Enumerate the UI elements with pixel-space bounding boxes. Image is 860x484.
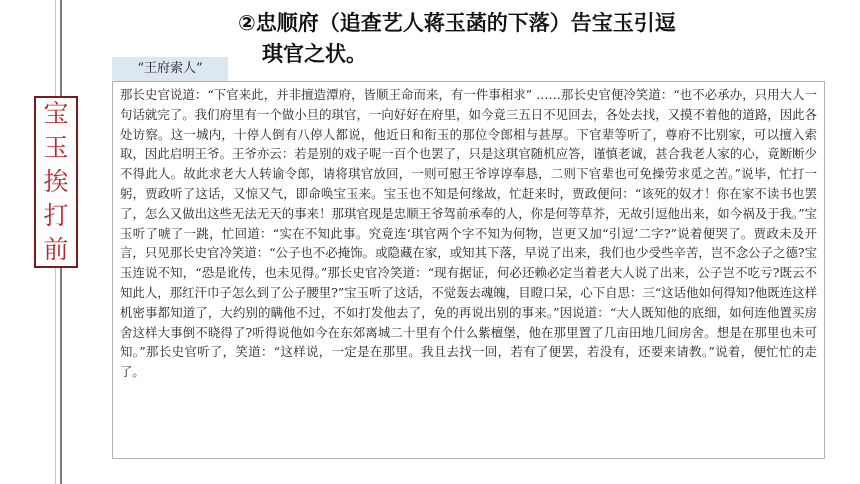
passage-box xyxy=(112,81,825,459)
side-label-char: 玉 xyxy=(43,133,69,162)
side-label-char: 宝 xyxy=(43,99,69,128)
side-label-char: 前 xyxy=(43,235,69,264)
slide-title xyxy=(238,8,798,70)
passage-text: 那长史官说道：“下官来此，并非擅造潭府，皆顺王命而来，有一件事相求” ……那长史官便冷笑道：“也不必承办，只用大人一句话就完了。我们府里有一个做小旦的琪官，一向好好在府里，如今竟三五日不见回去，各处去找，又摸不着他的道路，因此各处访察。这一城内，十停人倒有八停人都说，他近日和衔玉的那位令郎相与甚厚。下官辈等听了，尊府不比别家，可以擅入索取，因此启明王爷。王爷亦云：若是别的戏子呢一百个也罢了，只是这琪官随机应答，谨慎老诚，甚合我老人家的心，竟断断少不得此人。故此求老大人转谕令郎，请将琪官放回，一则可慰王爷谆谆奉恳，二则下官辈也可免操劳求觅之苦。”说毕，忙打一躬，贾政听了这话，又惊又气，即命唤宝玉来。宝玉也不知是何缘故，忙赶来时，贾政便问：“该死的奴才！你在家不读书也罢了，怎么又做出这些无法无天的事来！那琪官现是忠顺王爷驾前承奉的人，你是何等草芥，无故引逗他出来，如今祸及于我。”宝玉听了唬了一跳，忙回道：“实在不知此事。究竟连‘琪官两个字不知为何物，岂更又加“引逗’二字?”说着便哭了。贾政未及开言，只见那长史官冷笑道：“公子也不必掩饰。或隐藏在家，或知其下落，早说了出来，我们也少受些辛苦，岂不念公子之德?宝玉连说不知，“恐是讹传，也未见得。”那长史官冷笑道：“现有据证，何必还赖必定当着老大人说了出来，公子岂不吃亏?既云不知此人，那红汗巾子怎么到了公子腰里?”宝玉听了这话，不觉轰去魂魄，目瞪口呆，心下自思：三“这话他如何得知?他既连这样机密事都知道了，大约别的瞒他不过，不如打发他去了，免的再说出别的事来。”因说道：“大人既知他的底细，如何连他置买房舍这样大事倒不晓得了?听得说他如今在东郊离城二十里有个什么紫檀堡，他在那里置了几亩田地几间房舍。想是在那里也未可知。”那长史官听了，笑道：“这样说，一定是在那里。我且去找一回，若有了便罢，若没有，还要来请教。”说着，便忙忙的走了。 xyxy=(120,87,817,380)
side-label-char: 挨 xyxy=(43,167,69,196)
side-label-char: 打 xyxy=(43,201,69,230)
section-tag: “王府索人” xyxy=(112,57,228,81)
side-label-box xyxy=(34,96,78,268)
slide-title-line-1: ②忠顺府（追查艺人蒋玉菡的下落）告宝玉引逗 xyxy=(238,11,676,35)
slide-title-line-2: 琪官之状。 xyxy=(262,42,367,66)
